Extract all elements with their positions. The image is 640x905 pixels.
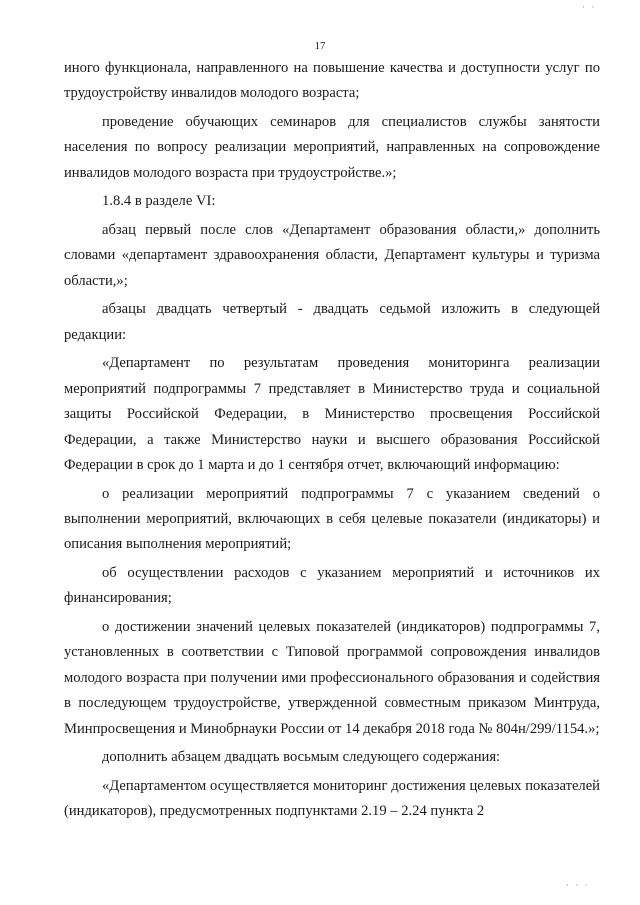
paragraph: 1.8.4 в разделе VI: [102, 193, 216, 210]
paragraph: дополнить абзацем двадцать восьмым следующего содержания: [102, 749, 501, 766]
paragraph: абзацы двадцать четвертый - двадцать седьмой изложить в следующей редакции: [64, 301, 600, 343]
paragraph: проведение обучающих семинаров для специалистов службы занятости населения по вопросу реализации мероприятий, направленных на сопровождение инвалидов молодого возраста при трудоустройстве.»; [64, 114, 600, 181]
paragraph: иного функционала, направленного на повышение качества и доступности услуг по трудоустройству инвалидов молодого возраста; [64, 60, 600, 102]
paragraph: «Департаментом осуществляется мониторинг достижения целевых показателей (индикаторов), предусмотренных подпунктами 2.19 – 2.24 пункта 2 [64, 777, 600, 820]
paragraph: об осуществлении расходов с указанием мероприятий и источников их финансирования; [64, 565, 600, 607]
document-body [64, 56, 600, 828]
paragraph: о достижении значений целевых показателей (индикаторов) подпрограммы 7, установленных в соответствии с Типовой программой сопровождения инвалидов молодого возраста при получении ими профессионального образования и содействия в последующем трудоустройстве, утвержденной совместным приказом Минтруда, Минпросвещения и Минобрнауки России от 14 декабря 2018 года № 804н/299/1154.»; [64, 619, 600, 737]
paragraph: абзац первый после слов «Департамент образования области,» дополнить словами «департамент здравоохранения области, Департамент культуры и туризма области,»; [64, 222, 600, 289]
scan-mark-bottom: · · · [566, 880, 590, 890]
page-number: 17 [314, 40, 326, 52]
paragraph: о реализации мероприятий подпрограммы 7 с указанием сведений о выполнении мероприятий, включающих в себя целевые показатели (индикаторы) и описания выполнения мероприятий; [64, 485, 600, 553]
paragraph: «Департамент по результатам проведения мониторинга реализации мероприятий подпрограммы 7 представляет в Министерство труда и социальной защиты Российской Федерации, в Министерство просвещения Российской Федерации, а также Министерство науки и высшего образования Российской Федерации в срок до 1 марта и до 1 сентября отчет, включающий информацию: [64, 355, 600, 474]
scan-mark-top: · · [582, 2, 597, 12]
